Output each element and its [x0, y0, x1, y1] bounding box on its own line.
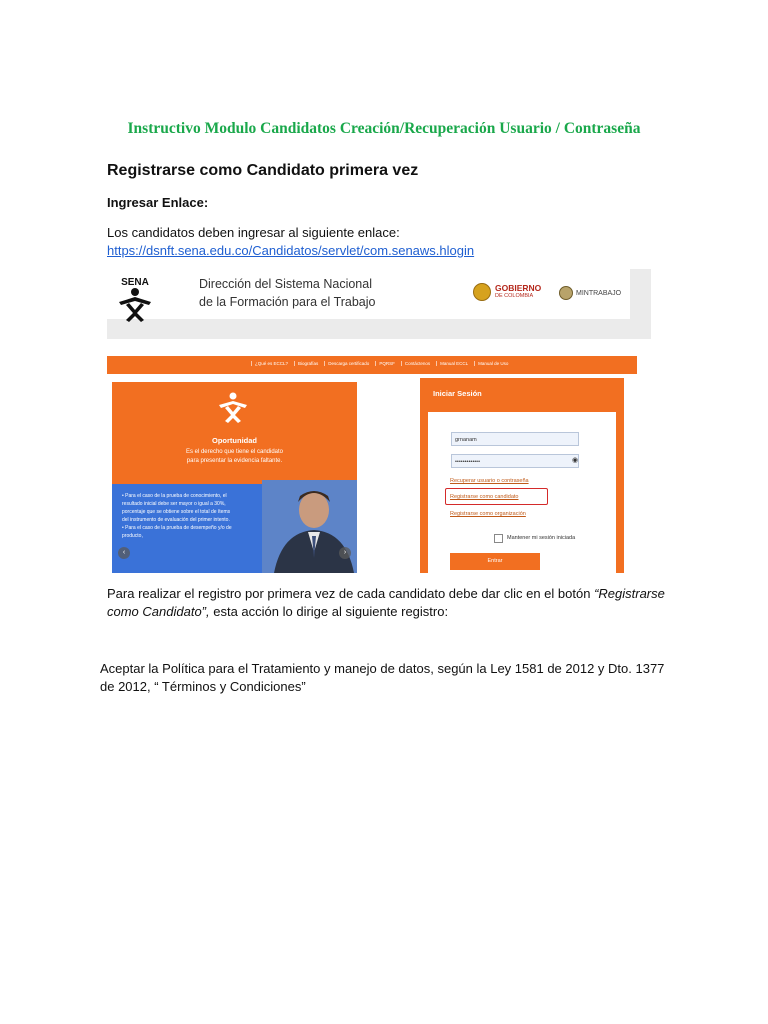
enter-button[interactable]: Entrar [450, 553, 540, 570]
banner-bullet-1: • Para el caso de la prueba de conocimiento, el resultado inicial debe ser mayor o igual a 30%, porcentaje que se obtiene sobre el total de ítems del instrumento de evaluación del primer intento. [122, 493, 231, 523]
nav-item[interactable]: Descarga certificado [324, 361, 372, 366]
nav-bar [107, 356, 637, 374]
person-photo [262, 480, 357, 573]
section-heading: Registrarse como Candidato primera vez [107, 162, 419, 179]
para1-emphasis: “Registrarse como Candidato”, [107, 586, 665, 619]
register-instructions [107, 585, 667, 621]
info-banner [112, 382, 357, 573]
highlight-box [445, 488, 548, 505]
login-title: Iniciar Sesión [433, 389, 482, 398]
subheading: Ingresar Enlace: [107, 195, 209, 210]
show-password-icon[interactable]: ◉ [571, 457, 579, 464]
recover-user-link[interactable]: Recuperar usuario o contraseña [450, 478, 529, 484]
intro-text: Los candidatos deben ingresar al siguiente enlace: [107, 225, 400, 240]
header-screenshot [107, 269, 651, 339]
banner-bullet-2: • Para el caso de la prueba de desempeño y/o de producto, [122, 525, 232, 539]
header-title [199, 275, 375, 311]
mintrabajo-text: MINTRABAJO [576, 289, 622, 297]
login-panel [420, 378, 624, 573]
nav-item[interactable]: Biografías [294, 361, 321, 366]
carousel-prev-button[interactable]: ‹ [118, 547, 130, 559]
banner-title: Oportunidad [212, 436, 257, 445]
header-line-1: Dirección del Sistema Nacional [199, 277, 372, 291]
remember-label: Mantener mi sesión iniciada [507, 535, 576, 541]
username-field[interactable]: grnanam [451, 432, 579, 446]
gobierno-logo [473, 283, 541, 301]
banner-subtitle-2: para presentar la evidencia faltante. [186, 458, 283, 464]
para1-start: Para realizar el registro por primera vez de cada candidato debe dar clic en el botón [107, 586, 595, 601]
gobierno-main: GOBIERNO [495, 283, 542, 293]
header-panel [107, 269, 630, 319]
banner-subtitle-1: Es el derecho que tiene el candidato [185, 449, 284, 455]
banner-subtitle [112, 448, 357, 466]
sena-banner-logo-icon [216, 391, 250, 423]
nav-item[interactable]: Manual ECCL [436, 361, 471, 366]
register-organization-link[interactable]: Registrarse como organización [450, 511, 526, 517]
mintrabajo-logo [559, 286, 621, 300]
gobierno-text [495, 284, 541, 300]
carousel-next-button[interactable]: › [339, 547, 351, 559]
header-line-2: de la Formación para el Trabajo [199, 295, 376, 309]
password-field[interactable]: ••••••••••••• [451, 454, 579, 468]
nav-items [251, 361, 511, 366]
intro-paragraph [107, 224, 667, 260]
candidates-link[interactable]: https://dsnft.sena.edu.co/Candidatos/servlet/com.senaws.hlogin [107, 243, 475, 258]
remember-checkbox[interactable] [494, 534, 503, 543]
banner-text [122, 492, 237, 540]
nav-item[interactable]: Contáctenos [401, 361, 433, 366]
register-candidate-link[interactable]: Registrarse como candidato [450, 494, 519, 500]
terms-paragraph: Aceptar la Política para el Tratamiento y manejo de datos, según la Ley 1581 de 2012 y Dto. 1377 de 2012, “ Términos y Condiciones” [100, 661, 665, 694]
sena-logo-icon [113, 274, 157, 322]
colombia-seal-icon [473, 283, 491, 301]
document-title: Instructivo Modulo Candidatos Creación/Recuperación Usuario / Contraseña [127, 120, 641, 137]
para1-end: esta acción lo dirige al siguiente registro: [209, 604, 449, 619]
mintrabajo-seal-icon [559, 286, 573, 300]
nav-item[interactable]: PQRSF [375, 361, 398, 366]
login-screenshot [107, 356, 637, 573]
gobierno-sub: DE COLOMBIA [495, 293, 534, 299]
nav-item[interactable]: ¿Qué es ECCL? [251, 361, 291, 366]
nav-item[interactable]: Manual de Uso [474, 361, 511, 366]
svg-text:SENA: SENA [121, 277, 149, 288]
login-form [428, 412, 616, 573]
